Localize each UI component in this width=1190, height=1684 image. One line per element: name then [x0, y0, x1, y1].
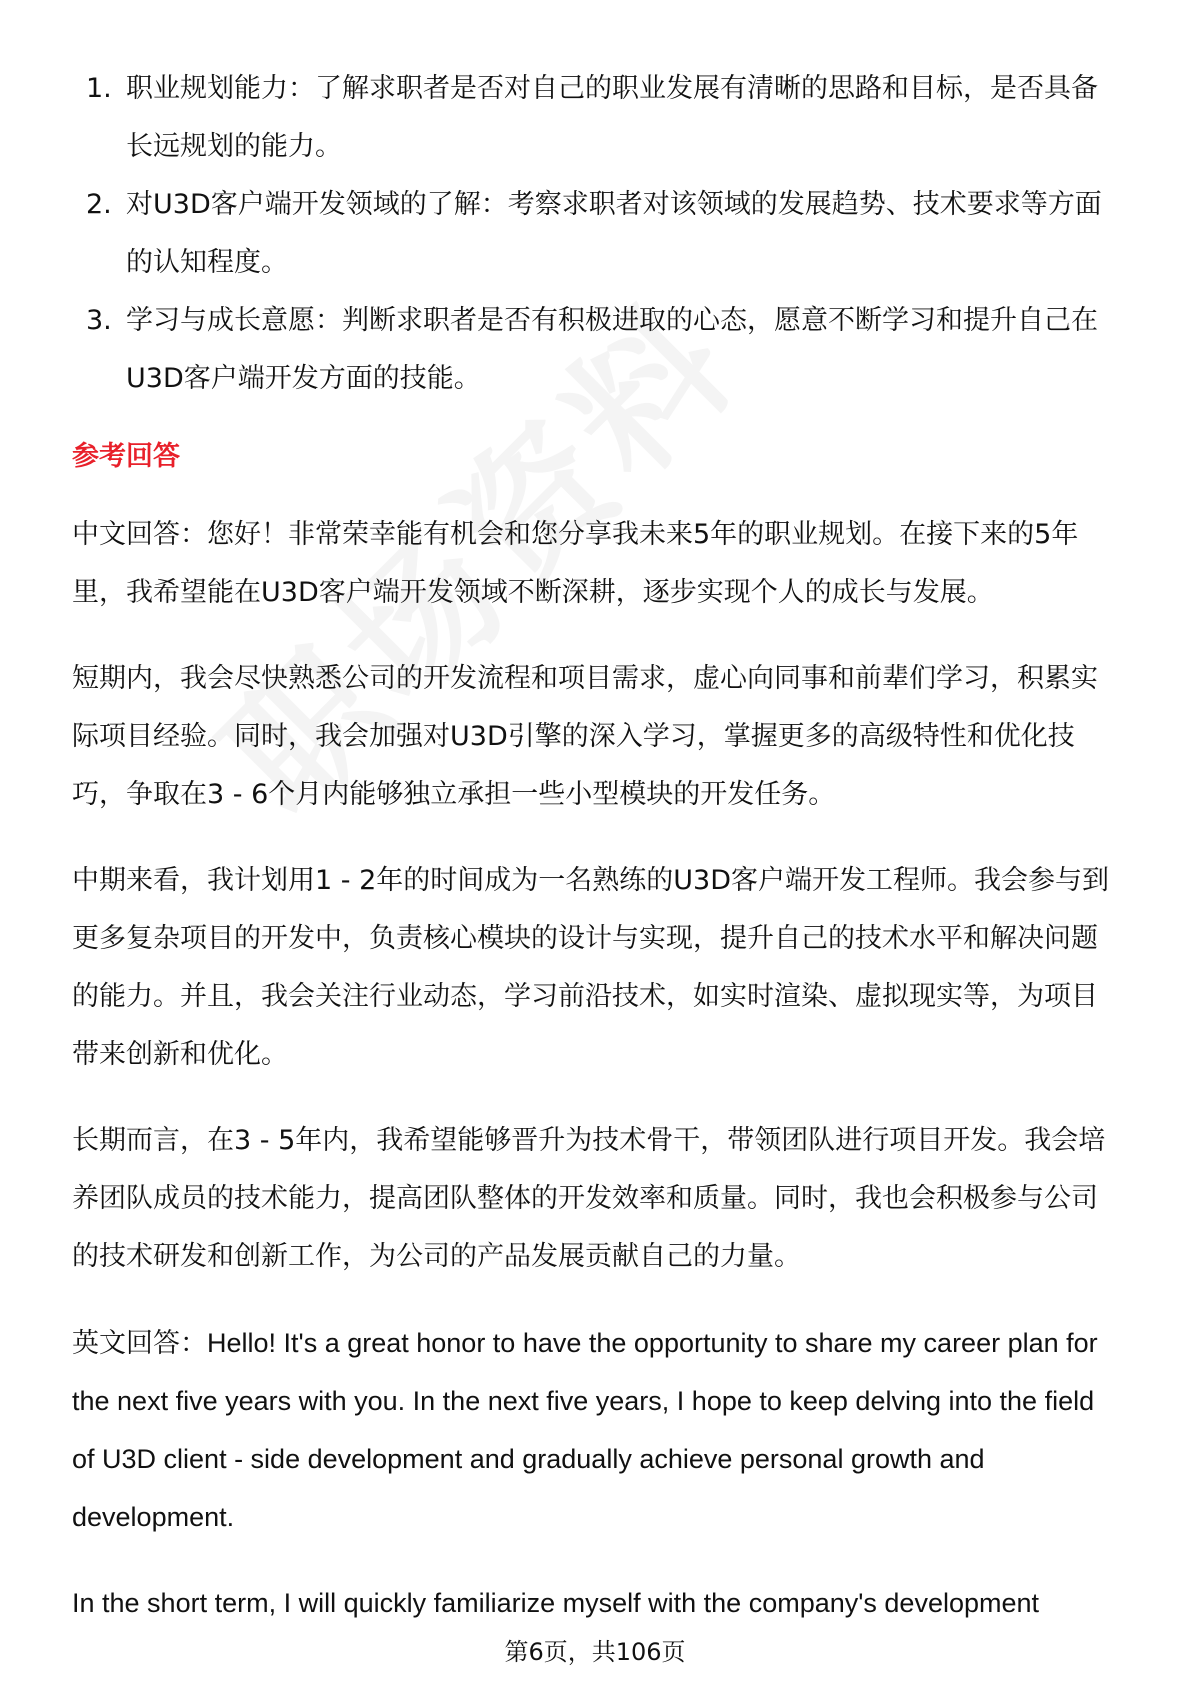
list-item-text: 职业规划能力：了解求职者是否对自己的职业发展有清晰的思路和目标，是否具备长远规划的能力。 [126, 73, 1098, 162]
section-title: 参考回答 [72, 441, 180, 472]
list-item-number: 2. [86, 189, 112, 220]
page-content [72, 60, 1122, 1660]
answer-paragraph: 短期内，我会尽快熟悉公司的开发流程和项目需求，虚心向同事和前辈们学习，积累实际项目经验。同时，我会加强对U3D引擎的深入学习，掌握更多的高级特性和优化技巧，争取在3 - 6个月内能够独立承担一些小型模块的开发任务。 [72, 663, 1098, 810]
list-item-number: 3. [86, 305, 112, 336]
list-item-text: 对U3D客户端开发领域的了解：考察求职者对该领域的发展趋势、技术要求等方面的认知程度。 [126, 189, 1102, 278]
list-item-text: 学习与成长意愿：判断求职者是否有积极进取的心态，愿意不断学习和提升自己在U3D客户端开发方面的技能。 [126, 305, 1098, 394]
english-answer-paragraph: 英文回答：Hello! It's a great honor to have the opportunity to share my career plan for the next five years with you. In the next five years, I hope to keep delving into the field of U3D client - side development and gradually achieve personal growth and development. [72, 1328, 1098, 1532]
answer-paragraph: 中文回答：您好！非常荣幸能有机会和您分享我未来5年的职业规划。在接下来的5年里，我希望能在U3D客户端开发领域不断深耕，逐步实现个人的成长与发展。 [72, 519, 1079, 608]
list-item-number: 1. [86, 73, 112, 104]
evaluation-criteria-list [72, 60, 1122, 408]
list-item [72, 292, 1122, 408]
english-answer-paragraph: In the short term, I will quickly familiarize myself with the company's development [72, 1588, 1040, 1618]
answer-paragraph: 长期而言，在3 - 5年内，我希望能够晋升为技术骨干，带领团队进行项目开发。我会培养团队成员的技术能力，提高团队整体的开发效率和质量。同时，我也会积极参与公司的技术研发和创新工作，为公司的产品发展贡献自己的力量。 [72, 1125, 1106, 1272]
page-number-footer: 第6页，共106页 [504, 1638, 686, 1666]
answer-paragraph: 中期来看，我计划用1 - 2年的时间成为一名熟练的U3D客户端开发工程师。我会参与到更多复杂项目的开发中，负责核心模块的设计与实现，提升自己的技术水平和解决问题的能力。并且，我会关注行业动态，学习前沿技术，如实时渲染、虚拟现实等，为项目带来创新和优化。 [72, 865, 1109, 1070]
list-item [72, 60, 1122, 176]
list-item [72, 176, 1122, 292]
